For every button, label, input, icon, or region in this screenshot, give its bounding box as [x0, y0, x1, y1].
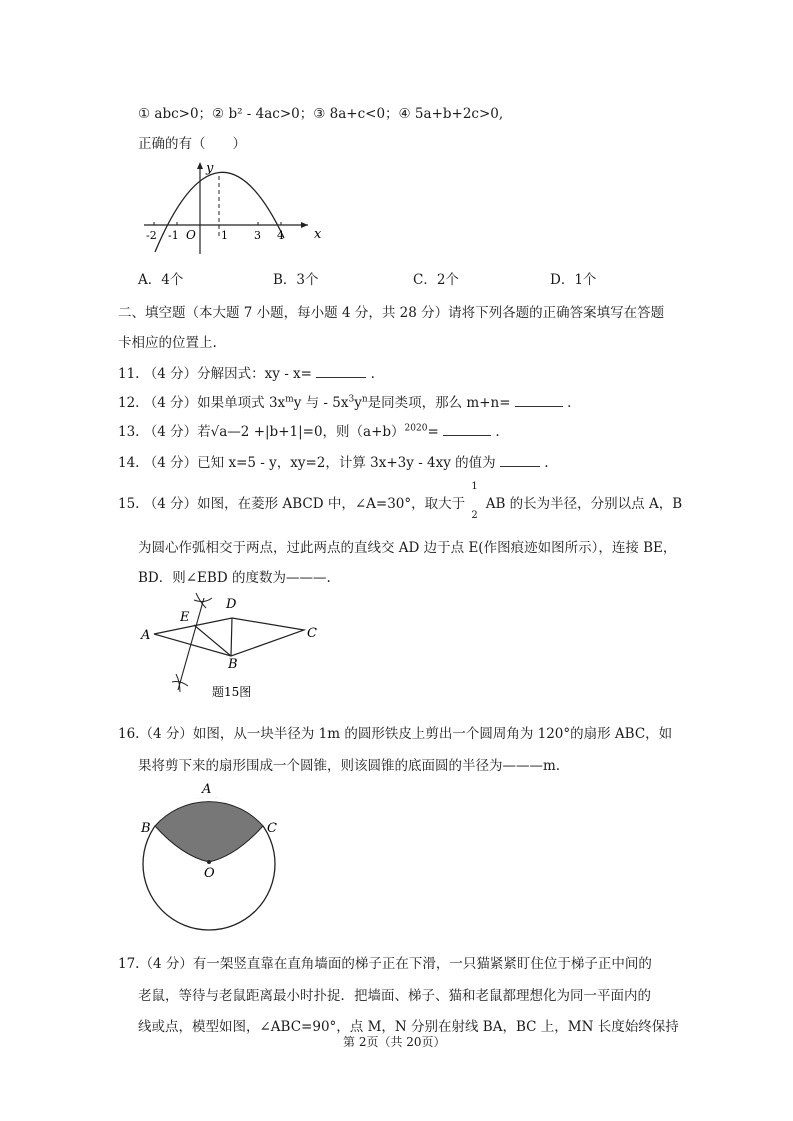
- tick-label: -2: [146, 229, 157, 242]
- rhombus-abcd: [154, 618, 304, 656]
- figure-caption: 题15图: [212, 685, 252, 699]
- q10-conditions: ① abc>0；② b² - 4ac>0；③ 8a+c<0；④ 5a+b+2c>0,: [138, 106, 504, 122]
- q16-circle-sector-figure: [136, 780, 286, 932]
- question-11: 11. （4 分）分解因式：xy - x= .: [118, 366, 375, 382]
- q10-option-a: A．4个: [138, 272, 184, 288]
- answer-blank: [515, 394, 563, 407]
- question-number: 14.: [118, 455, 140, 471]
- question-text: AB 的长为半径，分别以点 A，B: [485, 496, 683, 512]
- point-a-label: A: [202, 782, 212, 797]
- q10-option-c: C．2个: [413, 272, 459, 288]
- q10-parabola-graph: [136, 158, 336, 258]
- question-16-line1: [118, 722, 672, 742]
- center-point: [207, 860, 211, 864]
- y-axis-label: y: [206, 161, 214, 176]
- fraction-one-half: 1 2: [471, 481, 478, 521]
- tick-label: 3: [254, 229, 261, 242]
- question-text: 是同类项，那么 m+n=: [367, 395, 511, 411]
- question-12: 12. （4 分）如果单项式 $3x^my$ 与 - $5x^3y^n$是同类项，那么 m+n= .: [118, 394, 572, 411]
- question-number: 17.: [118, 956, 140, 972]
- section2-heading-line1: 二、填空题（本大题 7 小题，每小题 4 分，共 28 分）请将下列各题的正确答案填写在答题: [118, 305, 665, 321]
- question-number: 12.: [118, 395, 140, 411]
- point-d-label: D: [226, 597, 237, 612]
- question-17-line1: [118, 952, 652, 972]
- question-text: （4 分）分解因式：xy - x=: [143, 366, 312, 382]
- point-b-label: B: [141, 821, 151, 836]
- tick-label: -1: [168, 229, 179, 242]
- point-b-label: B: [228, 657, 238, 672]
- answer-blank: [316, 365, 366, 378]
- point-c-label: C: [307, 626, 317, 641]
- point-e-label: E: [180, 610, 190, 625]
- q15-rhombus-figure: [136, 590, 336, 702]
- tick-label: 4: [277, 229, 284, 242]
- question-text: y 与 - 5x: [293, 395, 349, 411]
- question-text: （4 分）如图，在菱形 ABCD 中，∠A=30°，取大于: [143, 496, 466, 512]
- question-text: （4 分）如果单项式 3x: [143, 395, 286, 411]
- question-15-line3: BD．则∠EBD 的度数为———.: [138, 570, 331, 586]
- section2-heading-line2: 卡相应的位置上.: [118, 335, 217, 351]
- exponent: m: [285, 394, 294, 405]
- point-o-label: O: [204, 866, 215, 881]
- answer-blank: [443, 423, 491, 436]
- question-number: 13.: [118, 424, 140, 440]
- exponent: n: [361, 394, 368, 405]
- question-15-line2: 为圆心作弧相交于两点，过此两点的直线交 AD 边于点 E(作图痕迹如图所示），连接 BE，: [138, 540, 677, 556]
- q10-option-b: B．3个: [273, 272, 319, 288]
- point-a-label: A: [141, 628, 151, 643]
- exponent: 3: [348, 394, 355, 405]
- tick-label: 1: [221, 229, 228, 242]
- exponent: 2020: [404, 423, 428, 434]
- question-number: 16.: [118, 726, 140, 742]
- question-text: =: [427, 424, 439, 440]
- question-17-line3: 线或点，模型如图，∠ABC=90°，点 M，N 分别在射线 BA，BC 上，MN 长度始终保持: [138, 1019, 679, 1035]
- point-c-label: C: [267, 821, 277, 836]
- x-axis-label: x: [314, 227, 322, 242]
- question-text: （4 分）已知 x=5 - y，xy=2，计算 3x+3y - 4xy 的值为: [143, 455, 496, 471]
- question-text: （4 分）有一架竖直靠在直角墙面的梯子正在下滑，一只猫紧紧盯住位于梯子正中间的: [139, 956, 652, 972]
- question-13: 13. （4 分）若√a—2 +|b+1|=0，则$(a+b)^{2020}=$ .: [118, 423, 500, 440]
- question-text: y: [354, 395, 362, 411]
- question-15-line1: [118, 481, 683, 521]
- q10-option-d: D．1个: [550, 272, 597, 288]
- question-17-line2: 老鼠，等待与老鼠距离最小时扑捉．把墙面、梯子、猫和老鼠都理想化为同一平面内的: [138, 988, 651, 1004]
- question-16-line2: 果将剪下来的扇形围成一个圆锥，则该圆锥的底面圆的半径为———m.: [138, 758, 561, 774]
- construction-arc: [196, 593, 206, 608]
- segment-bd: [231, 618, 232, 656]
- question-number: 15.: [118, 496, 140, 512]
- question-14: 14. （4 分）已知 x=5 - y，xy=2，计算 3x+3y - 4xy 的值为 .: [118, 455, 549, 471]
- question-number: 11.: [118, 366, 140, 382]
- question-text: （4 分）如图，从一块半径为 1m 的圆形铁皮上剪出一个圆周角为 120°的扇形 ABC，如: [139, 726, 673, 742]
- segment-be: [194, 625, 231, 656]
- question-text: （4 分）若√a—2 +|b+1|=0，则（a+b）: [143, 424, 405, 440]
- q10-prompt: 正确的有（ ）: [138, 136, 246, 152]
- page-footer: 第 2页（共 20页）: [343, 1035, 446, 1049]
- origin-label: O: [186, 228, 196, 242]
- answer-blank: [500, 454, 540, 467]
